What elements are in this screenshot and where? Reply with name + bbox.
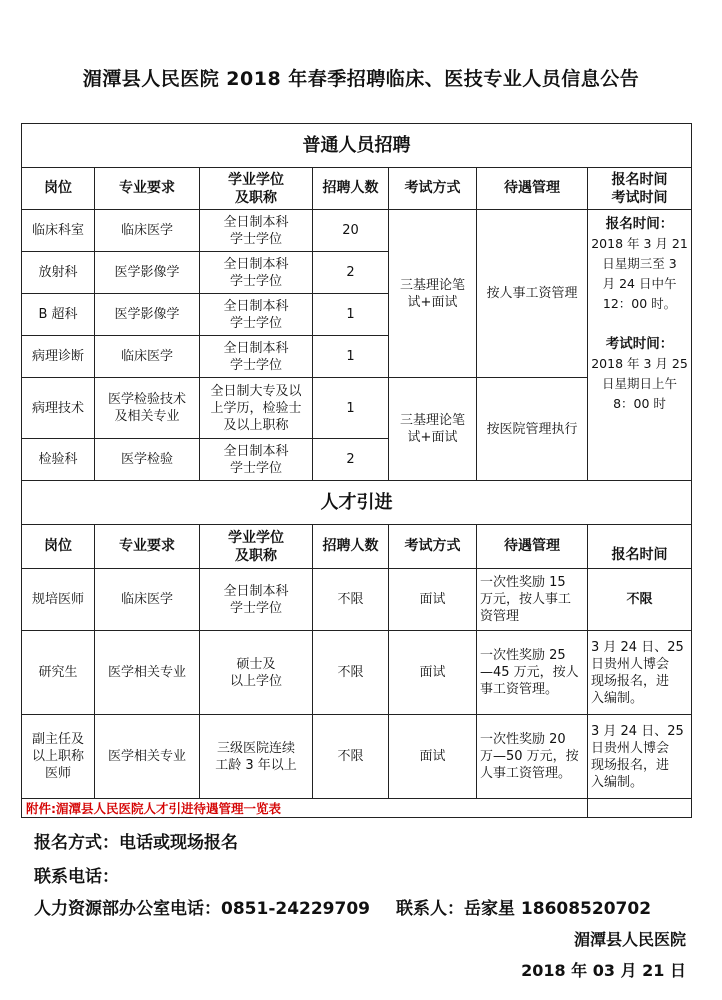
registration-time-label: 报名时间：	[605, 216, 674, 232]
attachment-note: 附件:湄潭县人民医院人才引进待遇管理一览表	[22, 799, 588, 818]
header-degree: 学业学位 及职称	[200, 525, 313, 569]
header-pay: 待遇管理	[477, 168, 588, 210]
cell-schedule	[588, 210, 692, 481]
cell-major: 医学影像学	[95, 294, 200, 336]
registration-method: 报名方式：电话或现场报名	[34, 833, 238, 853]
cell-pay: 一次性奖励 25 —45 万元，按人 事工资管理。	[477, 631, 588, 715]
cell-major: 临床医学	[95, 336, 200, 378]
section-heading-general: 普通人员招聘	[22, 124, 692, 168]
cell-pay-group-b: 按医院管理执行	[477, 378, 588, 481]
cell-count: 2	[313, 439, 389, 481]
cell-degree: 全日制本科 学士学位	[200, 439, 313, 481]
cell-post: B 超科	[22, 294, 95, 336]
page-title: 湄潭县人民医院 2018 年春季招聘临床、医技专业人员信息公告	[82, 68, 640, 90]
cell-count: 不限	[313, 569, 389, 631]
cell-registration: 3 月 24 日、25 日贵州人博会 现场报名，进 入编制。	[588, 715, 692, 799]
cell-post: 临床科室	[22, 210, 95, 252]
header-degree: 学业学位 及职称	[200, 168, 313, 210]
note-empty-cell	[588, 799, 692, 818]
header-count: 招聘人数	[313, 525, 389, 569]
office-phone: 人力资源部办公室电话：0851-24229709	[34, 899, 370, 919]
cell-degree: 全日制本科 学士学位	[200, 336, 313, 378]
cell-count: 不限	[313, 631, 389, 715]
cell-post: 病理技术	[22, 378, 95, 439]
cell-major: 临床医学	[95, 210, 200, 252]
cell-post: 检验科	[22, 439, 95, 481]
cell-registration: 不限	[588, 569, 692, 631]
recruitment-table	[21, 123, 692, 818]
cell-degree: 全日制本科 学士学位	[200, 569, 313, 631]
cell-count: 2	[313, 252, 389, 294]
cell-pay: 一次性奖励 15 万元，按人事工 资管理	[477, 569, 588, 631]
cell-exam: 面试	[389, 631, 477, 715]
header-major: 专业要求	[95, 525, 200, 569]
cell-post: 规培医师	[22, 569, 95, 631]
cell-major: 医学检验技术 及相关专业	[95, 378, 200, 439]
header-post: 岗位	[22, 168, 95, 210]
cell-degree: 硕士及 以上学位	[200, 631, 313, 715]
cell-post: 放射科	[22, 252, 95, 294]
cell-post: 副主任及 以上职称 医师	[22, 715, 95, 799]
header-schedule: 报名时间 考试时间	[588, 168, 692, 210]
cell-post: 病理诊断	[22, 336, 95, 378]
cell-major: 医学影像学	[95, 252, 200, 294]
cell-count: 1	[313, 378, 389, 439]
issue-date: 2018 年 03 月 21 日	[521, 961, 686, 980]
cell-degree: 全日制本科 学士学位	[200, 210, 313, 252]
section-heading-talent: 人才引进	[22, 481, 692, 525]
contact-person: 联系人：岳家星 18608520702	[396, 899, 652, 919]
cell-major: 医学相关专业	[95, 631, 200, 715]
cell-pay-group-a: 按人事工资管理	[477, 210, 588, 378]
cell-major: 医学检验	[95, 439, 200, 481]
cell-count: 1	[313, 336, 389, 378]
cell-major: 医学相关专业	[95, 715, 200, 799]
cell-count: 1	[313, 294, 389, 336]
header-exam: 考试方式	[389, 168, 477, 210]
cell-pay: 一次性奖励 20 万—50 万元，按 人事工资管理。	[477, 715, 588, 799]
cell-degree: 全日制大专及以 上学历，检验士 及以上职称	[200, 378, 313, 439]
header-count: 招聘人数	[313, 168, 389, 210]
cell-degree: 全日制本科 学士学位	[200, 294, 313, 336]
cell-count: 20	[313, 210, 389, 252]
header-pay: 待遇管理	[477, 525, 588, 569]
cell-exam-group-b: 三基理论笔 试+面试	[389, 378, 477, 481]
cell-count: 不限	[313, 715, 389, 799]
header-exam: 考试方式	[389, 525, 477, 569]
exam-time-text: 2018 年 3 月 25 日星期日上午 8：00 时	[591, 356, 688, 411]
header-post: 岗位	[22, 525, 95, 569]
header-major: 专业要求	[95, 168, 200, 210]
header-registration: 报名时间	[588, 525, 692, 569]
cell-degree: 三级医院连续 工龄 3 年以上	[200, 715, 313, 799]
cell-degree: 全日制本科 学士学位	[200, 252, 313, 294]
cell-exam-group-a: 三基理论笔 试+面试	[389, 210, 477, 378]
registration-time-text: 2018 年 3 月 21 日星期三至 3 月 24 日中午 12：00 时。	[591, 236, 688, 311]
cell-exam: 面试	[389, 569, 477, 631]
cell-post: 研究生	[22, 631, 95, 715]
exam-time-label: 考试时间：	[605, 336, 674, 352]
cell-registration: 3 月 24 日、25 日贵州人博会 现场报名，进 入编制。	[588, 631, 692, 715]
issuing-organization: 湄潭县人民医院	[573, 930, 686, 949]
contact-phone-label: 联系电话：	[34, 867, 119, 887]
cell-exam: 面试	[389, 715, 477, 799]
cell-major: 临床医学	[95, 569, 200, 631]
